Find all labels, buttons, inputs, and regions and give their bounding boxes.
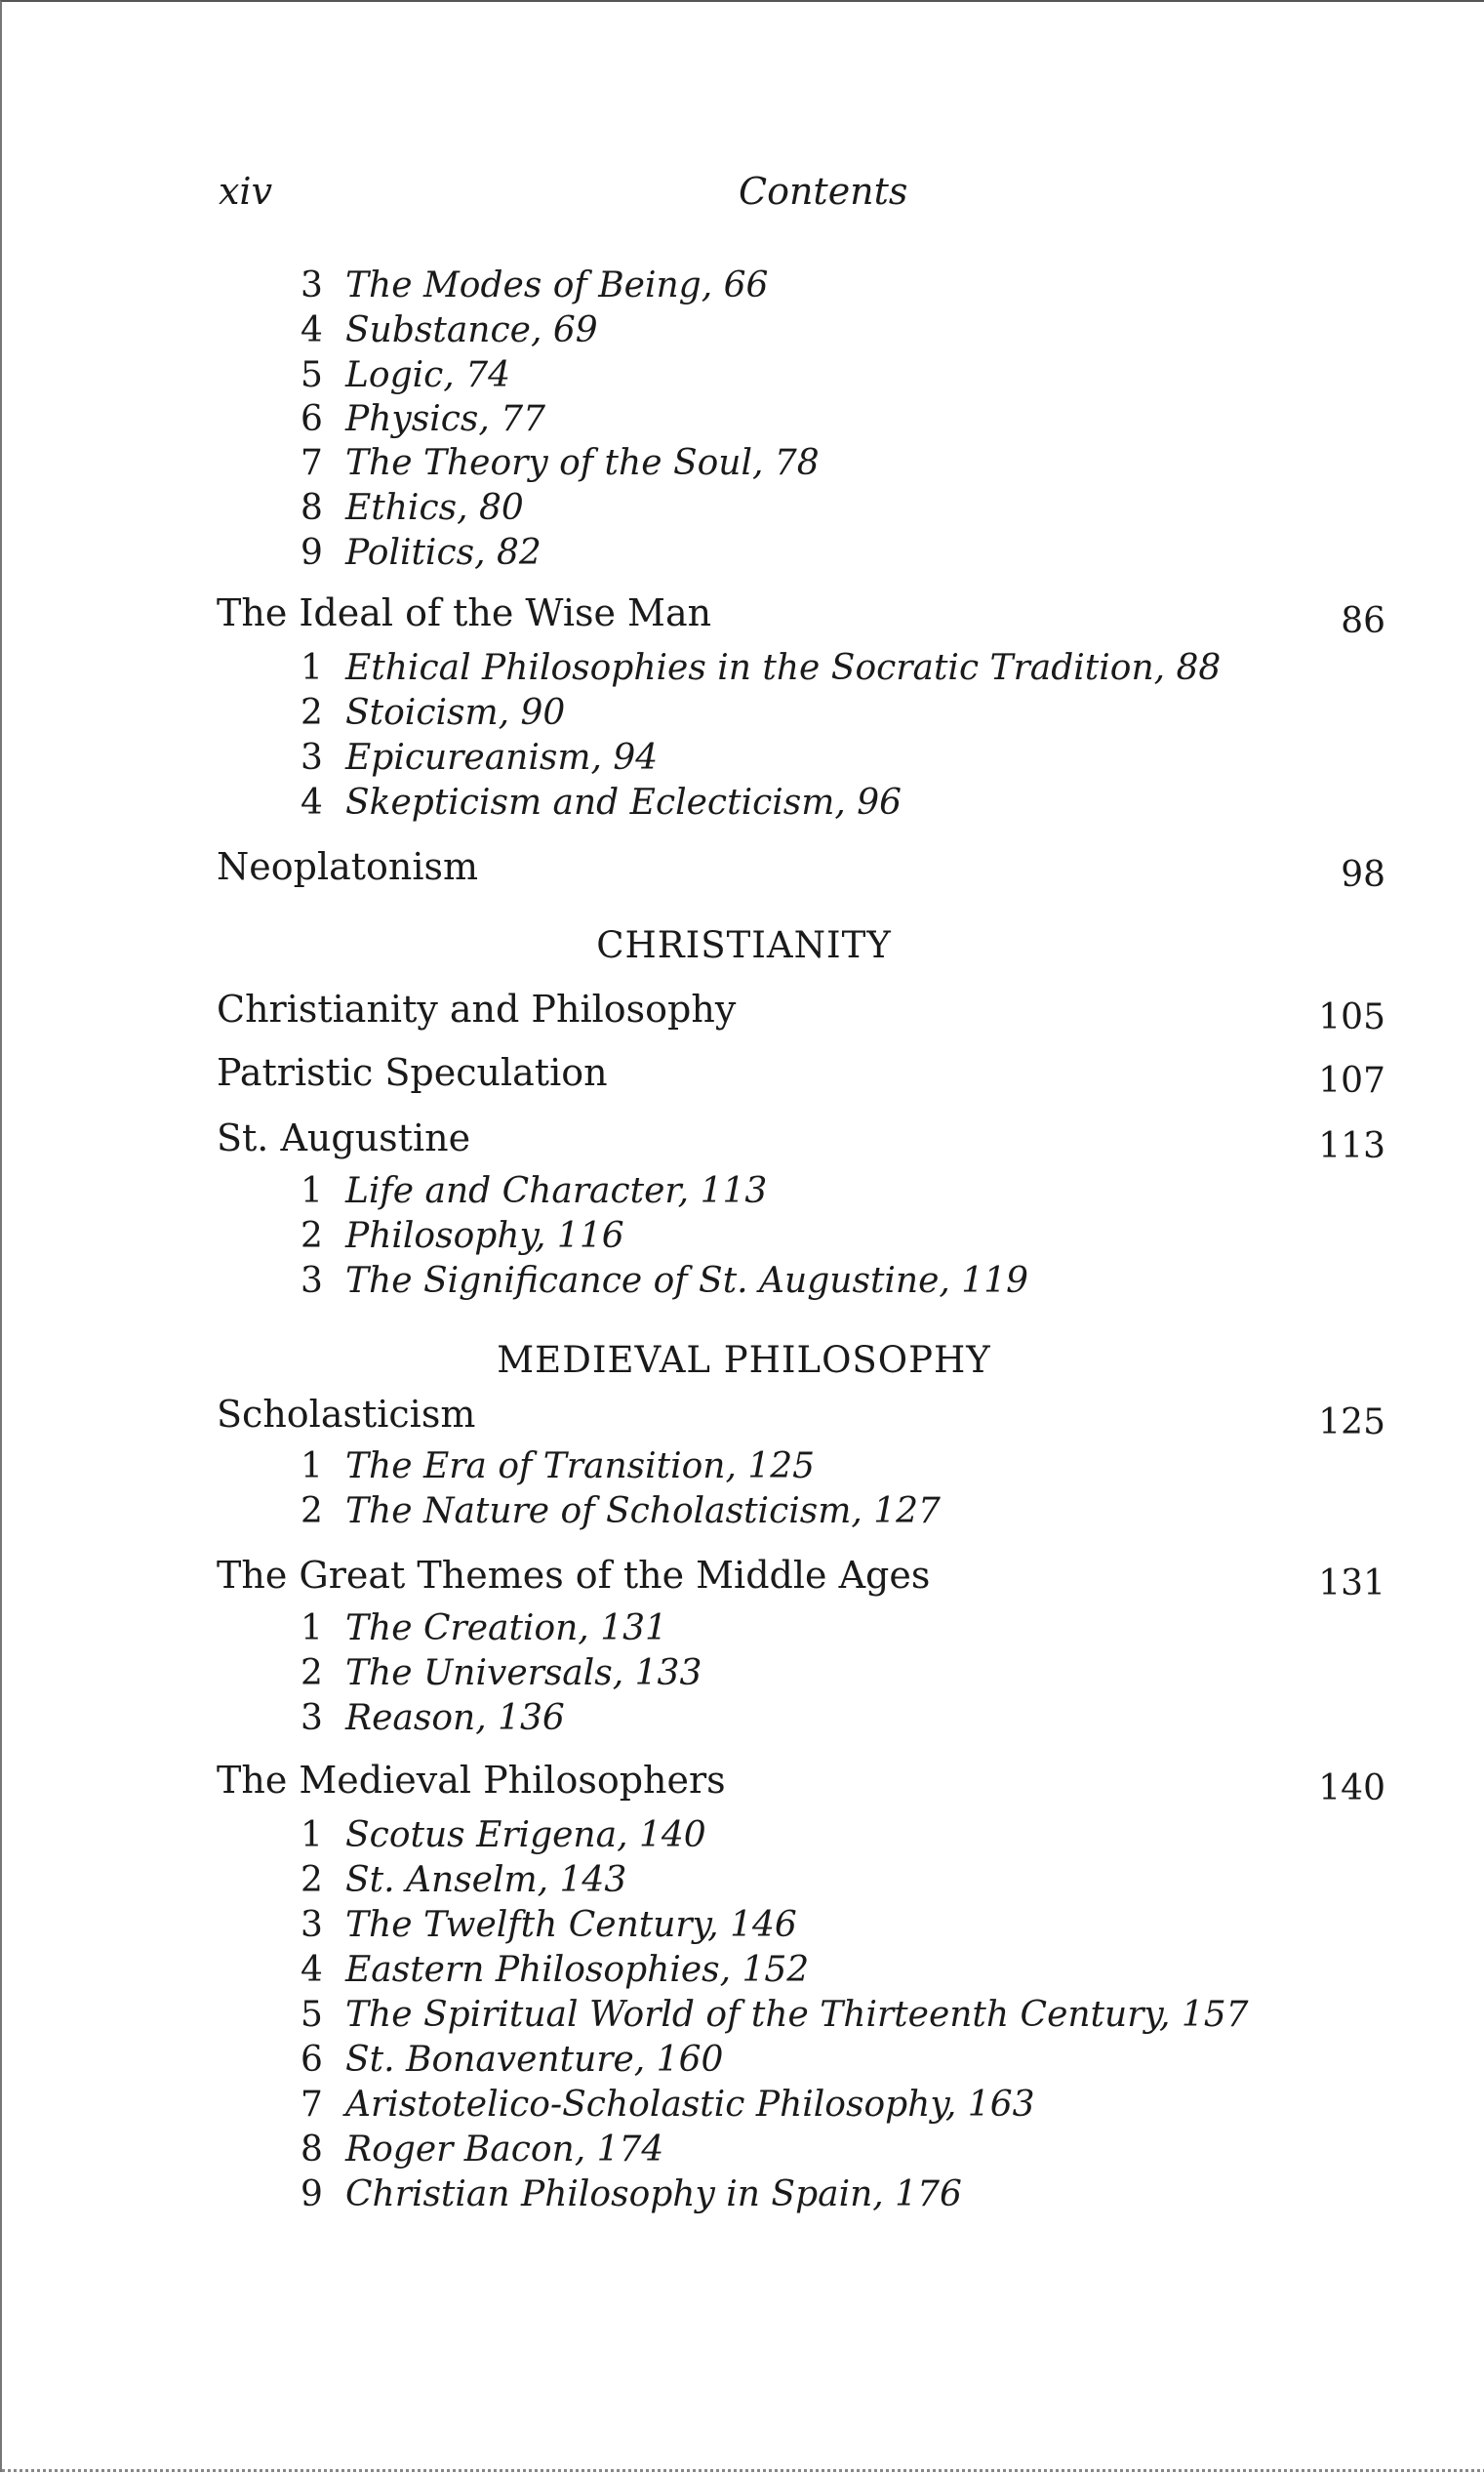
section-title: St. Anselm, 143 [345, 1860, 627, 1900]
toc-section [2, 1491, 1484, 1536]
toc-section [2, 2174, 1484, 2219]
table-of-contents [2, 2, 1484, 2474]
section-number: 3 [301, 1905, 323, 1945]
chapter-page-number: 131 [1318, 1563, 1385, 1603]
section-number: 5 [301, 355, 323, 395]
section-title: The Nature of Scholasticism, 127 [345, 1491, 941, 1531]
section-number: 6 [301, 2040, 323, 2080]
section-number: 1 [301, 648, 323, 688]
section-number: 1 [301, 1446, 323, 1486]
section-title: Philosophy, 116 [345, 1216, 624, 1256]
toc-section [2, 1261, 1484, 1306]
section-title: Roger Bacon, 174 [345, 2129, 664, 2170]
toc-section [2, 443, 1484, 488]
toc-section [2, 783, 1484, 828]
chapter-title: Patristic Speculation [217, 1051, 608, 1094]
section-title: Reason, 136 [345, 1698, 565, 1738]
toc-chapter [2, 988, 1484, 1046]
section-number: 6 [301, 399, 323, 439]
section-number: 3 [301, 1698, 323, 1738]
toc-chapter [2, 1554, 1484, 1612]
section-number: 3 [301, 1261, 323, 1301]
section-title: Epicureanism, 94 [345, 738, 659, 778]
section-number: 8 [301, 488, 323, 528]
section-title: The Significance of St. Augustine, 119 [345, 1261, 1029, 1301]
toc-section [2, 1216, 1484, 1261]
section-title: Politics, 82 [345, 533, 541, 573]
section-number: 2 [301, 1491, 323, 1531]
toc-section [2, 738, 1484, 783]
toc-chapter [2, 845, 1484, 904]
toc-section [2, 488, 1484, 533]
toc-section [2, 2085, 1484, 2129]
section-number: 1 [301, 1608, 323, 1648]
running-head-title: Contents [739, 170, 908, 213]
section-title: St. Bonaventure, 160 [345, 2040, 724, 2080]
page-number: xiv [219, 170, 273, 213]
toc-section [2, 399, 1484, 444]
toc-section [2, 1653, 1484, 1698]
chapter-title: Neoplatonism [217, 845, 479, 888]
section-number: 3 [301, 265, 323, 305]
toc-section [2, 1995, 1484, 2040]
section-number: 9 [301, 533, 323, 573]
section-number: 8 [301, 2129, 323, 2170]
toc-section [2, 1608, 1484, 1653]
section-number: 7 [301, 443, 323, 483]
toc-section [2, 1950, 1484, 1995]
section-title: The Universals, 133 [345, 1653, 702, 1693]
chapter-title: The Great Themes of the Middle Ages [217, 1554, 931, 1597]
section-title: Life and Character, 113 [345, 1171, 768, 1211]
toc-chapter [2, 1393, 1484, 1451]
section-title: The Creation, 131 [345, 1608, 667, 1648]
chapter-title: The Medieval Philosophers [217, 1759, 726, 1802]
section-title: The Theory of the Soul, 78 [345, 443, 820, 483]
section-title: Scotus Erigena, 140 [345, 1815, 706, 1855]
toc-chapter [2, 1116, 1484, 1175]
chapter-title: St. Augustine [217, 1116, 471, 1159]
section-number: 2 [301, 1653, 323, 1693]
toc-section [2, 1815, 1484, 1860]
toc-section [2, 648, 1484, 693]
part-heading: MEDIEVAL PHILOSOPHY [497, 1339, 991, 1381]
chapter-page-number: 113 [1318, 1126, 1385, 1166]
section-number: 7 [301, 2085, 323, 2125]
chapter-page-number: 140 [1318, 1768, 1385, 1808]
toc-section [2, 693, 1484, 738]
chapter-title: Scholasticism [217, 1393, 476, 1436]
section-title: Skepticism and Eclecticism, 96 [345, 783, 902, 823]
section-number: 4 [301, 783, 323, 823]
section-title: Substance, 69 [345, 310, 598, 350]
section-number: 5 [301, 1995, 323, 2035]
page-bottom-edge [2, 2465, 1484, 2472]
section-title: Logic, 74 [345, 355, 510, 395]
toc-section [2, 310, 1484, 355]
section-title: Aristotelico-Scholastic Philosophy, 163 [345, 2085, 1035, 2125]
section-number: 2 [301, 1860, 323, 1900]
part-heading: CHRISTIANITY [596, 924, 892, 966]
toc-section [2, 533, 1484, 578]
toc-section [2, 1860, 1484, 1905]
toc-chapter [2, 591, 1484, 650]
section-number: 1 [301, 1171, 323, 1211]
section-number: 1 [301, 1815, 323, 1855]
section-number: 4 [301, 310, 323, 350]
toc-section [2, 2129, 1484, 2174]
section-title: Ethics, 80 [345, 488, 524, 528]
chapter-title: Christianity and Philosophy [217, 988, 737, 1031]
chapter-page-number: 107 [1318, 1061, 1385, 1101]
toc-section [2, 1905, 1484, 1950]
toc-section [2, 355, 1484, 400]
section-number: 9 [301, 2174, 323, 2214]
section-title: The Spiritual World of the Thirteenth Century, 157 [345, 1995, 1249, 2035]
toc-section [2, 1446, 1484, 1491]
toc-section [2, 1171, 1484, 1216]
section-title: Eastern Philosophies, 152 [345, 1950, 810, 1990]
chapter-page-number: 86 [1341, 601, 1385, 641]
toc-section [2, 1698, 1484, 1743]
chapter-title: The Ideal of the Wise Man [217, 591, 712, 634]
section-number: 2 [301, 693, 323, 733]
chapter-page-number: 98 [1341, 855, 1385, 895]
section-title: The Modes of Being, 66 [345, 265, 769, 305]
section-title: Stoicism, 90 [345, 693, 566, 733]
toc-chapter [2, 1759, 1484, 1817]
toc-chapter [2, 1051, 1484, 1110]
toc-section [2, 2040, 1484, 2085]
section-title: The Era of Transition, 125 [345, 1446, 816, 1486]
section-title: Christian Philosophy in Spain, 176 [345, 2174, 962, 2214]
section-title: Physics, 77 [345, 399, 546, 439]
section-number: 3 [301, 738, 323, 778]
section-number: 4 [301, 1950, 323, 1990]
section-title: Ethical Philosophies in the Socratic Tradition, 88 [345, 648, 1222, 688]
chapter-page-number: 125 [1318, 1402, 1385, 1442]
toc-section [2, 265, 1484, 310]
section-number: 2 [301, 1216, 323, 1256]
section-title: The Twelfth Century, 146 [345, 1905, 797, 1945]
chapter-page-number: 105 [1318, 997, 1385, 1037]
